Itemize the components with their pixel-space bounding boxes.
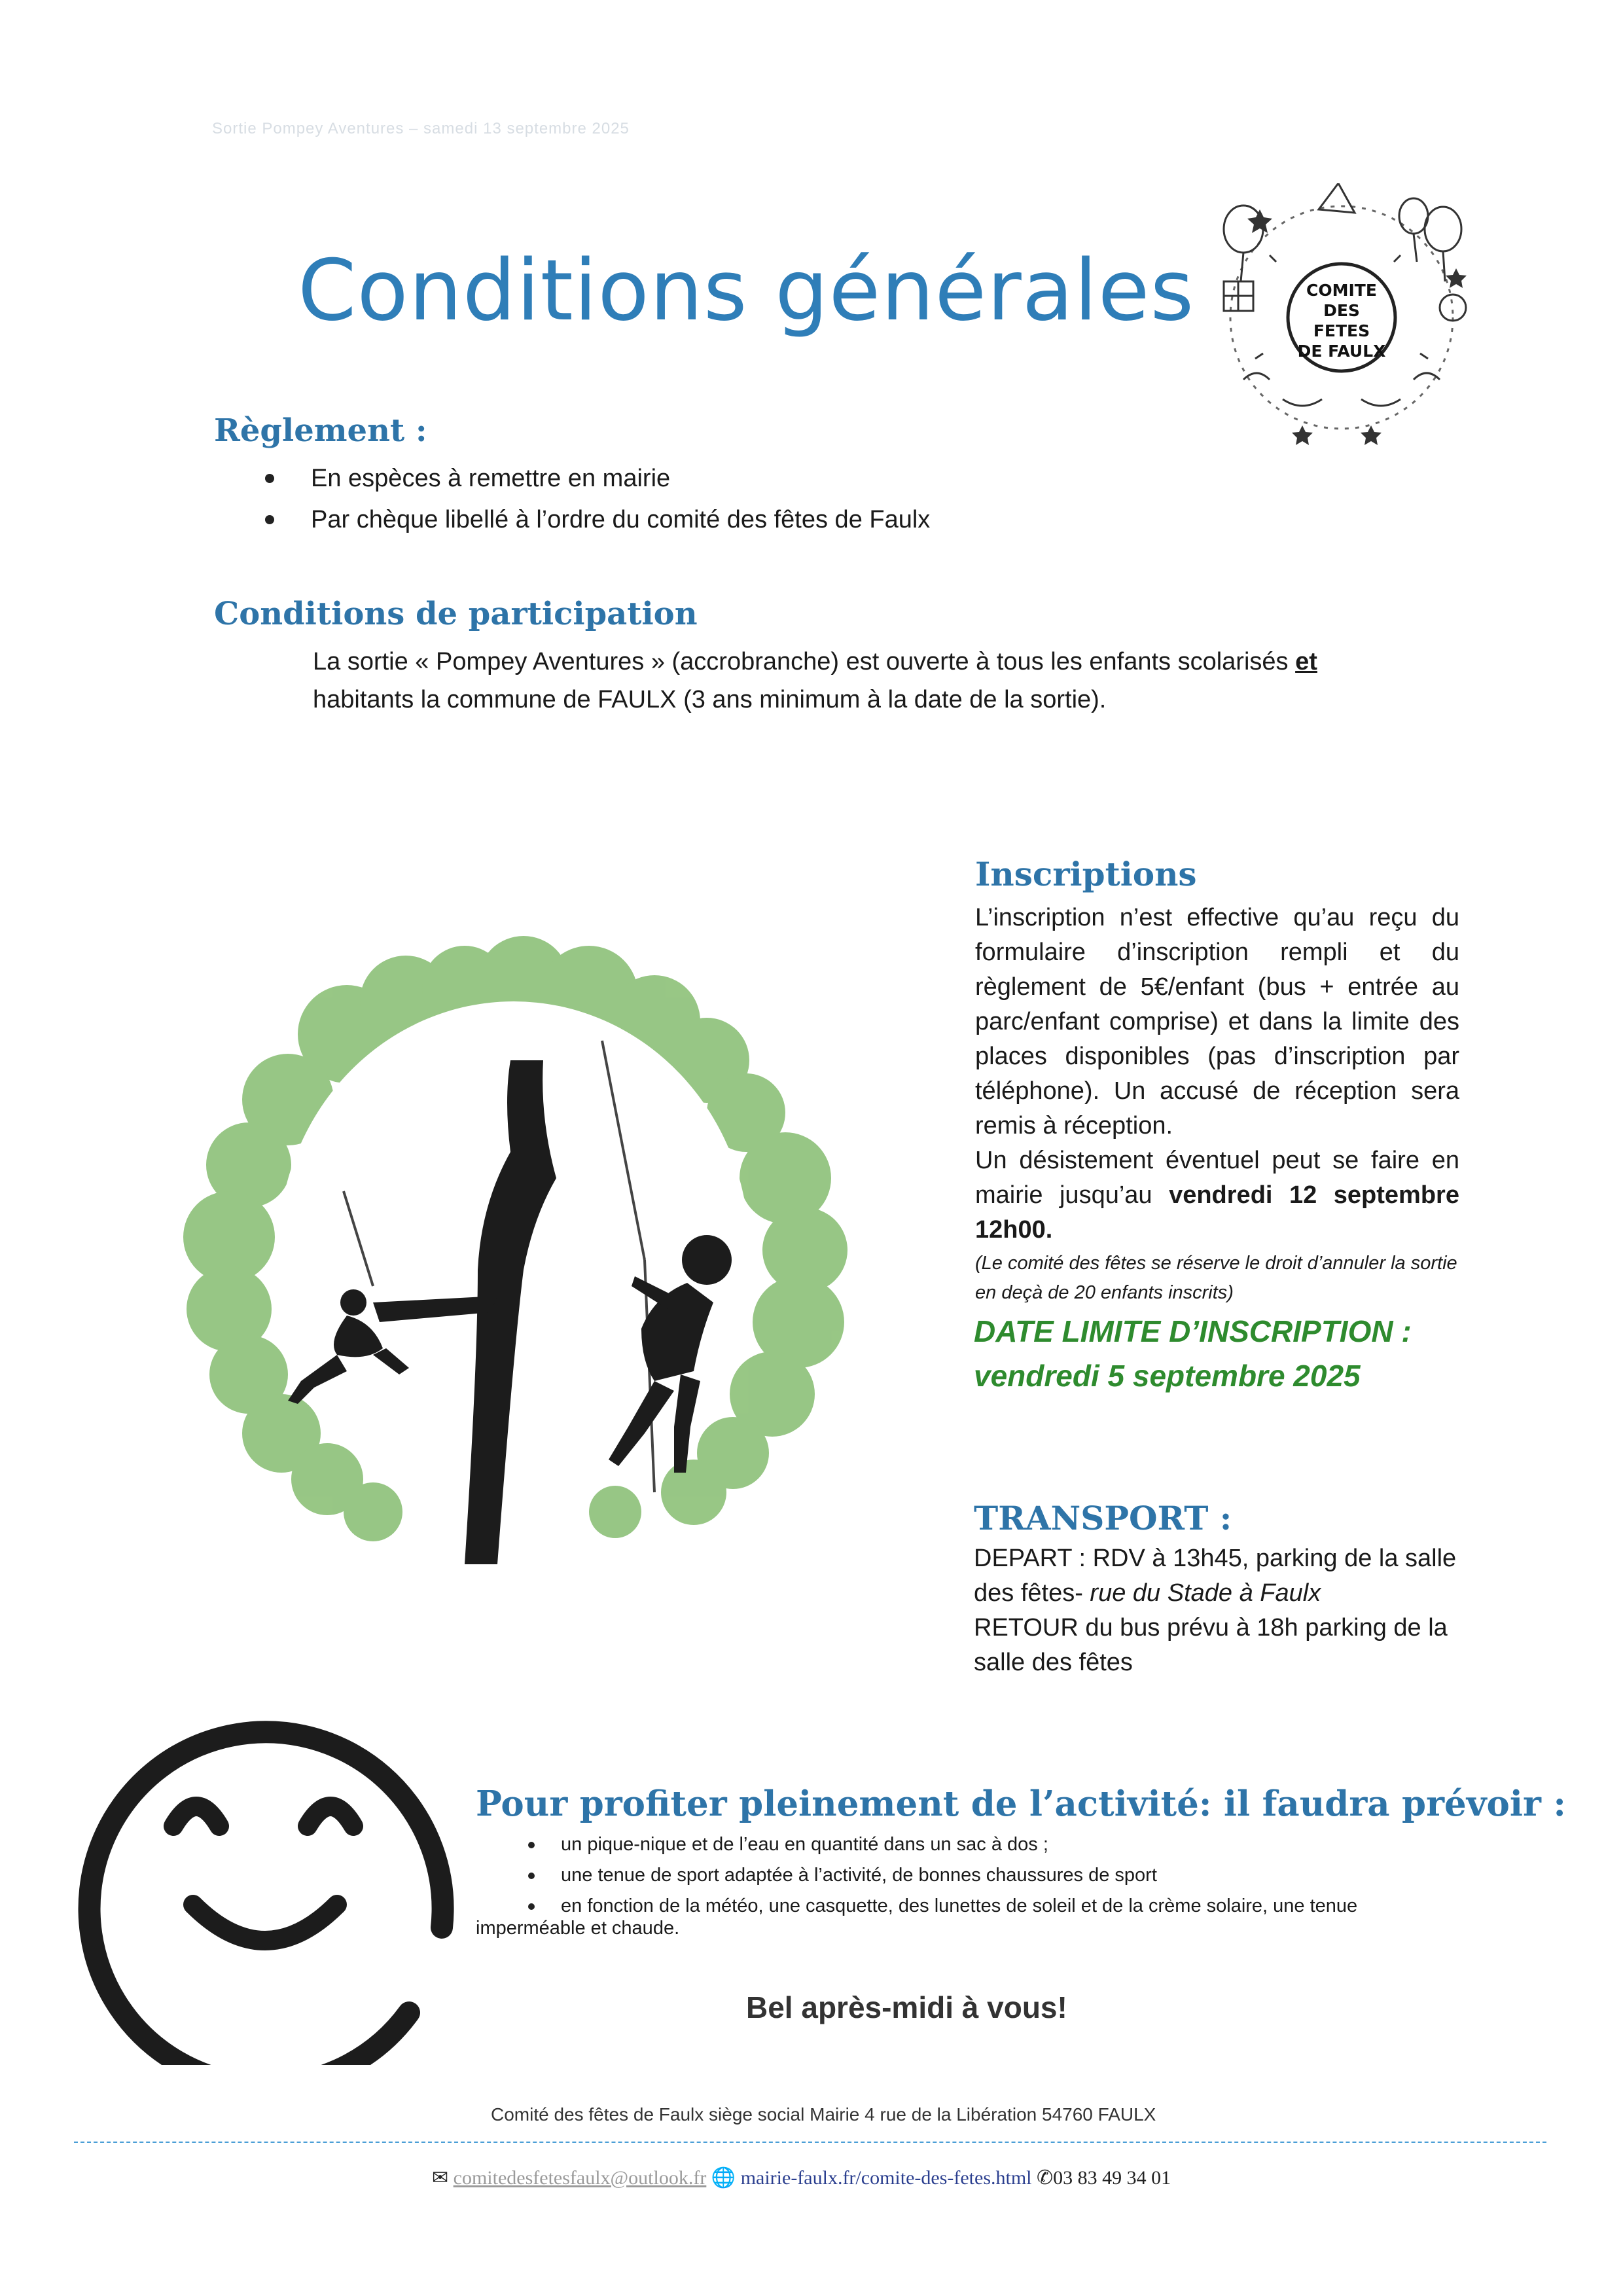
header-note: Sortie Pompey Aventures – samedi 13 septembre 2025 [212,120,630,137]
list-item [476,1891,1425,1922]
prevoir-list [476,1829,1425,1922]
logo-line-2: DES [1323,301,1360,320]
desistement-deadline: vendredi 12 septembre 12h00. [975,1181,1459,1244]
website-link[interactable]: mairie-faulx.fr/comite-des-fetes.html [740,2167,1032,2189]
transport-text [974,1541,1471,1680]
comite-logo [1198,183,1486,458]
reglement-list [265,458,930,541]
page-title: Conditions générales [298,242,1195,340]
phone-icon: ✆ [1037,2167,1054,2189]
list-item: Par chèque libellé à l’ordre du comité des fêtes de Faulx [265,499,930,541]
phone-number: 03 83 49 34 01 [1053,2167,1171,2189]
envelope-icon: ✉ [432,2167,449,2189]
transport-depart: DEPART : RDV à 13h45, parking de la salle des fêtes- [974,1545,1457,1607]
accrobranche-illustration [157,903,929,1590]
reglement-heading: Règlement : [214,412,427,449]
logo-line-4: DE FAULX [1297,342,1386,361]
list-item-text: un pique-nique et de l’eau en quantité dans un sac à dos ; [561,1834,1048,1855]
transport-retour: RETOUR du bus prévu à 18h parking de la salle des fêtes [974,1614,1448,1676]
globe-icon: 🌐 [711,2167,736,2189]
list-item [476,1860,1425,1891]
email-link[interactable]: comitedesfetesfaulx@outlook.fr [453,2167,707,2189]
footer-divider [74,2142,1546,2143]
cancellation-note: (Le comité des fêtes se réserve le droit d’annuler la sortie en deçà de 20 enfants inscrits) [975,1253,1457,1303]
list-item-text: en fonction de la météo, une casquette, des lunettes de soleil et de la crème solaire, une tenue [561,1895,1358,1916]
list-item: En espèces à remettre en mairie [265,458,930,499]
participation-text [313,643,1380,719]
list-item [476,1829,1425,1860]
inscriptions-heading: Inscriptions [975,855,1197,893]
inscriptions-body: L’inscription n’est effective qu’au reçu du formulaire d’inscription rempli et du règlement de 5€/enfant (bus + entrée au parc/enfant comprise) et dans la limite des places disponibles (pas d’inscription par téléphone). Un accusé de réception sera remis à réception. [975,904,1459,1139]
deadline-label: DATE LIMITE D’INSCRIPTION : [974,1314,1412,1348]
footer-contacts [432,2166,1171,2189]
registration-deadline [974,1309,1412,1398]
participation-emphasis: et [1295,648,1317,675]
participation-heading: Conditions de participation [214,596,698,632]
deadline-date: vendredi 5 septembre 2025 [974,1359,1361,1393]
footer-address: Comité des fêtes de Faulx siège social Mairie 4 rue de la Libération 54760 FAULX [491,2104,1156,2125]
prevoir-heading: Pour profiter pleinement de l’activité: il faudra prévoir : [476,1784,1566,1824]
inscriptions-text [975,901,1459,1247]
transport-heading: TRANSPORT : [974,1499,1232,1537]
participation-text-end: habitants la commune de FAULX (3 ans minimum à la date de la sortie). [313,686,1107,713]
transport-depart-location: rue du Stade à Faulx [1090,1579,1321,1607]
prevoir-continuation: imperméable et chaude. [476,1918,680,1939]
participation-text-start: La sortie « Pompey Aventures » (accrobranche) est ouverte à tous les enfants scolarisés [313,648,1296,675]
logo-line-3: FETES [1313,321,1370,340]
desistement-text: Un désistement éventuel peut se faire en mairie jusqu’au [975,1147,1459,1209]
smiley-icon [75,1672,461,2065]
closing-message: Bel après-midi à vous! [746,1990,1067,2024]
list-item-text: une tenue de sport adaptée à l’activité, de bonnes chaussures de sport [561,1865,1157,1886]
logo-line-1: COMITE [1306,281,1377,300]
